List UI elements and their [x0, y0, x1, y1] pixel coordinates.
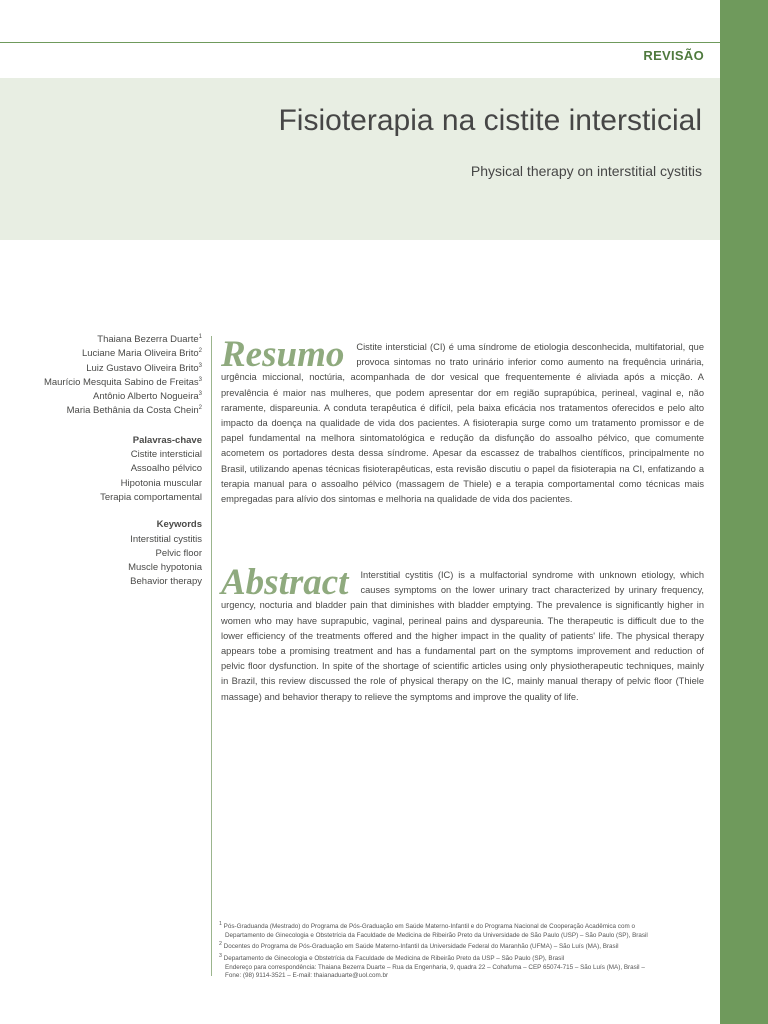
abstract-section: [221, 562, 704, 705]
footnote-mark: 3: [219, 952, 222, 959]
keywords-en-heading: Keywords: [156, 519, 202, 531]
author-list: [20, 333, 202, 419]
title-band: [0, 78, 720, 240]
header-rule: [0, 42, 720, 43]
author-name: Maurício Mesquita Sabino de Freitas: [43, 376, 199, 388]
author-affiliation-mark: 3: [198, 376, 202, 383]
footnote-1: [219, 920, 709, 932]
resumo-text: Cistite intersticial (CI) é uma síndrome de etiologia desconhecida, multifatorial, que provoca sintomas no trato urinário inferior como aumento na frequência urinária, urgência miccional, noctúria, acompanhada de dor vesical que frequentemente é aliviada após a micção. A prevalência é maior nas mulheres, que podem apresentar dor em região suprapúbica, perineal, vaginal e, não raramente, dispareunia. A conduta terapêutica é difícil, pela baixa eficácia nos tratamentos oferecidos e pelo alto impacto da doença na qualidade de vida dos pacientes. A fisioterapia surge como um tratamento promissor e de papel fundamental na melhora sintomatológica e redução da disfunção do assoalho pélvico, que comumente acometem os portadores desta dessa síndrome. Apesar da escassez de trabalhos científicos, principalmente no Brasil, utilizando apenas técnicas fisioterapêuticas, esta revisão discutiu o papel da fisioterapia na CI, enfatizando a terapia manual para o assoalho pélvico (massagem de Thiele) e a terapia comportamental como técnicas mais empregadas para alívio dos sintomas e melhoria na qualidade de vida dos pacientes.: [221, 342, 704, 505]
author-affiliation-mark: 3: [198, 391, 202, 398]
author-name: Antônio Alberto Nogueira: [93, 391, 199, 403]
author: [20, 390, 202, 404]
article-title: Fisioterapia na cistite intersticial: [278, 104, 702, 137]
correspondence: [219, 964, 709, 973]
correspondence-label: Endereço para correspondência:: [225, 963, 317, 971]
keyword-pt: Terapia comportamental: [100, 491, 202, 503]
article-subtitle: Physical therapy on interstitial cystitis: [470, 163, 702, 179]
author-name: Luciane Maria Oliveira Brito: [81, 348, 199, 360]
author: [20, 376, 202, 390]
footnote-text: Pós-Graduanda (Mestrado) do Programa de Pós-Graduação em Saúde Materno-Infantil e do Programa Nacional de Cooperação Acadêmica com o: [223, 923, 635, 931]
author: [20, 404, 202, 418]
footnote-mark: 1: [219, 921, 222, 927]
section-label: REVISÃO: [643, 48, 704, 63]
author-name: Maria Bethânia da Costa Chein: [66, 405, 199, 417]
resumo-heading: Resumo: [221, 334, 345, 375]
footnote-mark: 2: [219, 941, 222, 948]
author-affiliation-mark: 2: [198, 405, 202, 412]
footnote-2: [219, 940, 709, 952]
abstract-heading: Abstract: [221, 562, 349, 603]
footnote-3: [219, 952, 709, 964]
footnote-text: Departamento de Ginecologia e Obstetrícia da Faculdade de Medicina de Ribeirão Preto da USP – São Paulo (SP), Brasil: [223, 955, 565, 963]
author-affiliation-mark: 2: [198, 348, 202, 355]
author-affiliation-mark: 3: [198, 362, 202, 369]
author: [20, 362, 202, 376]
metadata-column: [20, 333, 202, 590]
footnotes: [219, 920, 709, 981]
keyword-pt: Cistite intersticial: [130, 449, 202, 461]
keyword-en: Interstitial cystitis: [130, 533, 202, 545]
footnote-text: Docentes do Programa de Pós-Graduação em Saúde Materno-Infantil da Universidade Federal do Maranhão (UFMA) – São Luís (MA), Brasil: [223, 943, 619, 951]
author-name: Thaiana Bezerra Duarte: [97, 334, 199, 345]
column-divider: [211, 336, 212, 976]
keyword-pt: Assoalho pélvico: [130, 463, 202, 475]
side-color-bar: [720, 0, 768, 1024]
footnote-1-cont: Departamento de Ginecologia e Obstetrícia da Faculdade de Medicina de Ribeirão Preto da Universidade de São Paulo (USP) – São Paulo (SP), Brasil: [225, 931, 648, 939]
keywords-pt-heading: Palavras-chave: [132, 434, 202, 446]
author-name: Luiz Gustavo Oliveira Brito: [86, 362, 199, 374]
correspondence-contact: Fone: (98) 9114-3521 – E-mail: thaianaduarte@uol.com.br: [225, 972, 389, 980]
author-affiliation-mark: 1: [198, 333, 202, 340]
author: [20, 333, 202, 347]
abstract-text: Interstitial cystitis (IC) is a mulfactorial syndrome with unknown etiology, which causes symptoms on the lower urinary tract characterized by urinary frequency, urgency, nocturia and bladder pain that diminishes with bladder emptying. The prevalence is significantly higher in women who may have suprapubic, vaginal, perineal pains and dyspareunia. The therapeutic is difficult due to the lower efficiency of the treatments offered and the higher impact in the quality of patients' life. The physical therapy appears tobe a promising treatment and has a fundamental part on the symptoms improvement and reduction of pelvic floor dysfunction. In spite of the shortage of scientific articles using only physiotherapeutic techniques, mainly in Brazil, this review discussed the role of physical therapy on the IC, mainly manual therapy of pelvic floor (Thiele massage) and behavior therapy to relieve the symptoms and improve the quality of life.: [221, 570, 704, 702]
correspondence-address: Thaiana Bezerra Duarte – Rua da Engenharia, 9, quadra 22 – Cohafuma – CEP 65074-715 – São Luís (MA), Brasil –: [318, 963, 645, 971]
keyword-en: Muscle hypotonia: [128, 562, 202, 574]
resumo-section: [221, 334, 704, 507]
keyword-en: Behavior therapy: [130, 576, 202, 588]
keyword-en: Pelvic floor: [155, 547, 202, 559]
keyword-pt: Hipotonia muscular: [120, 477, 202, 489]
author: [20, 347, 202, 361]
